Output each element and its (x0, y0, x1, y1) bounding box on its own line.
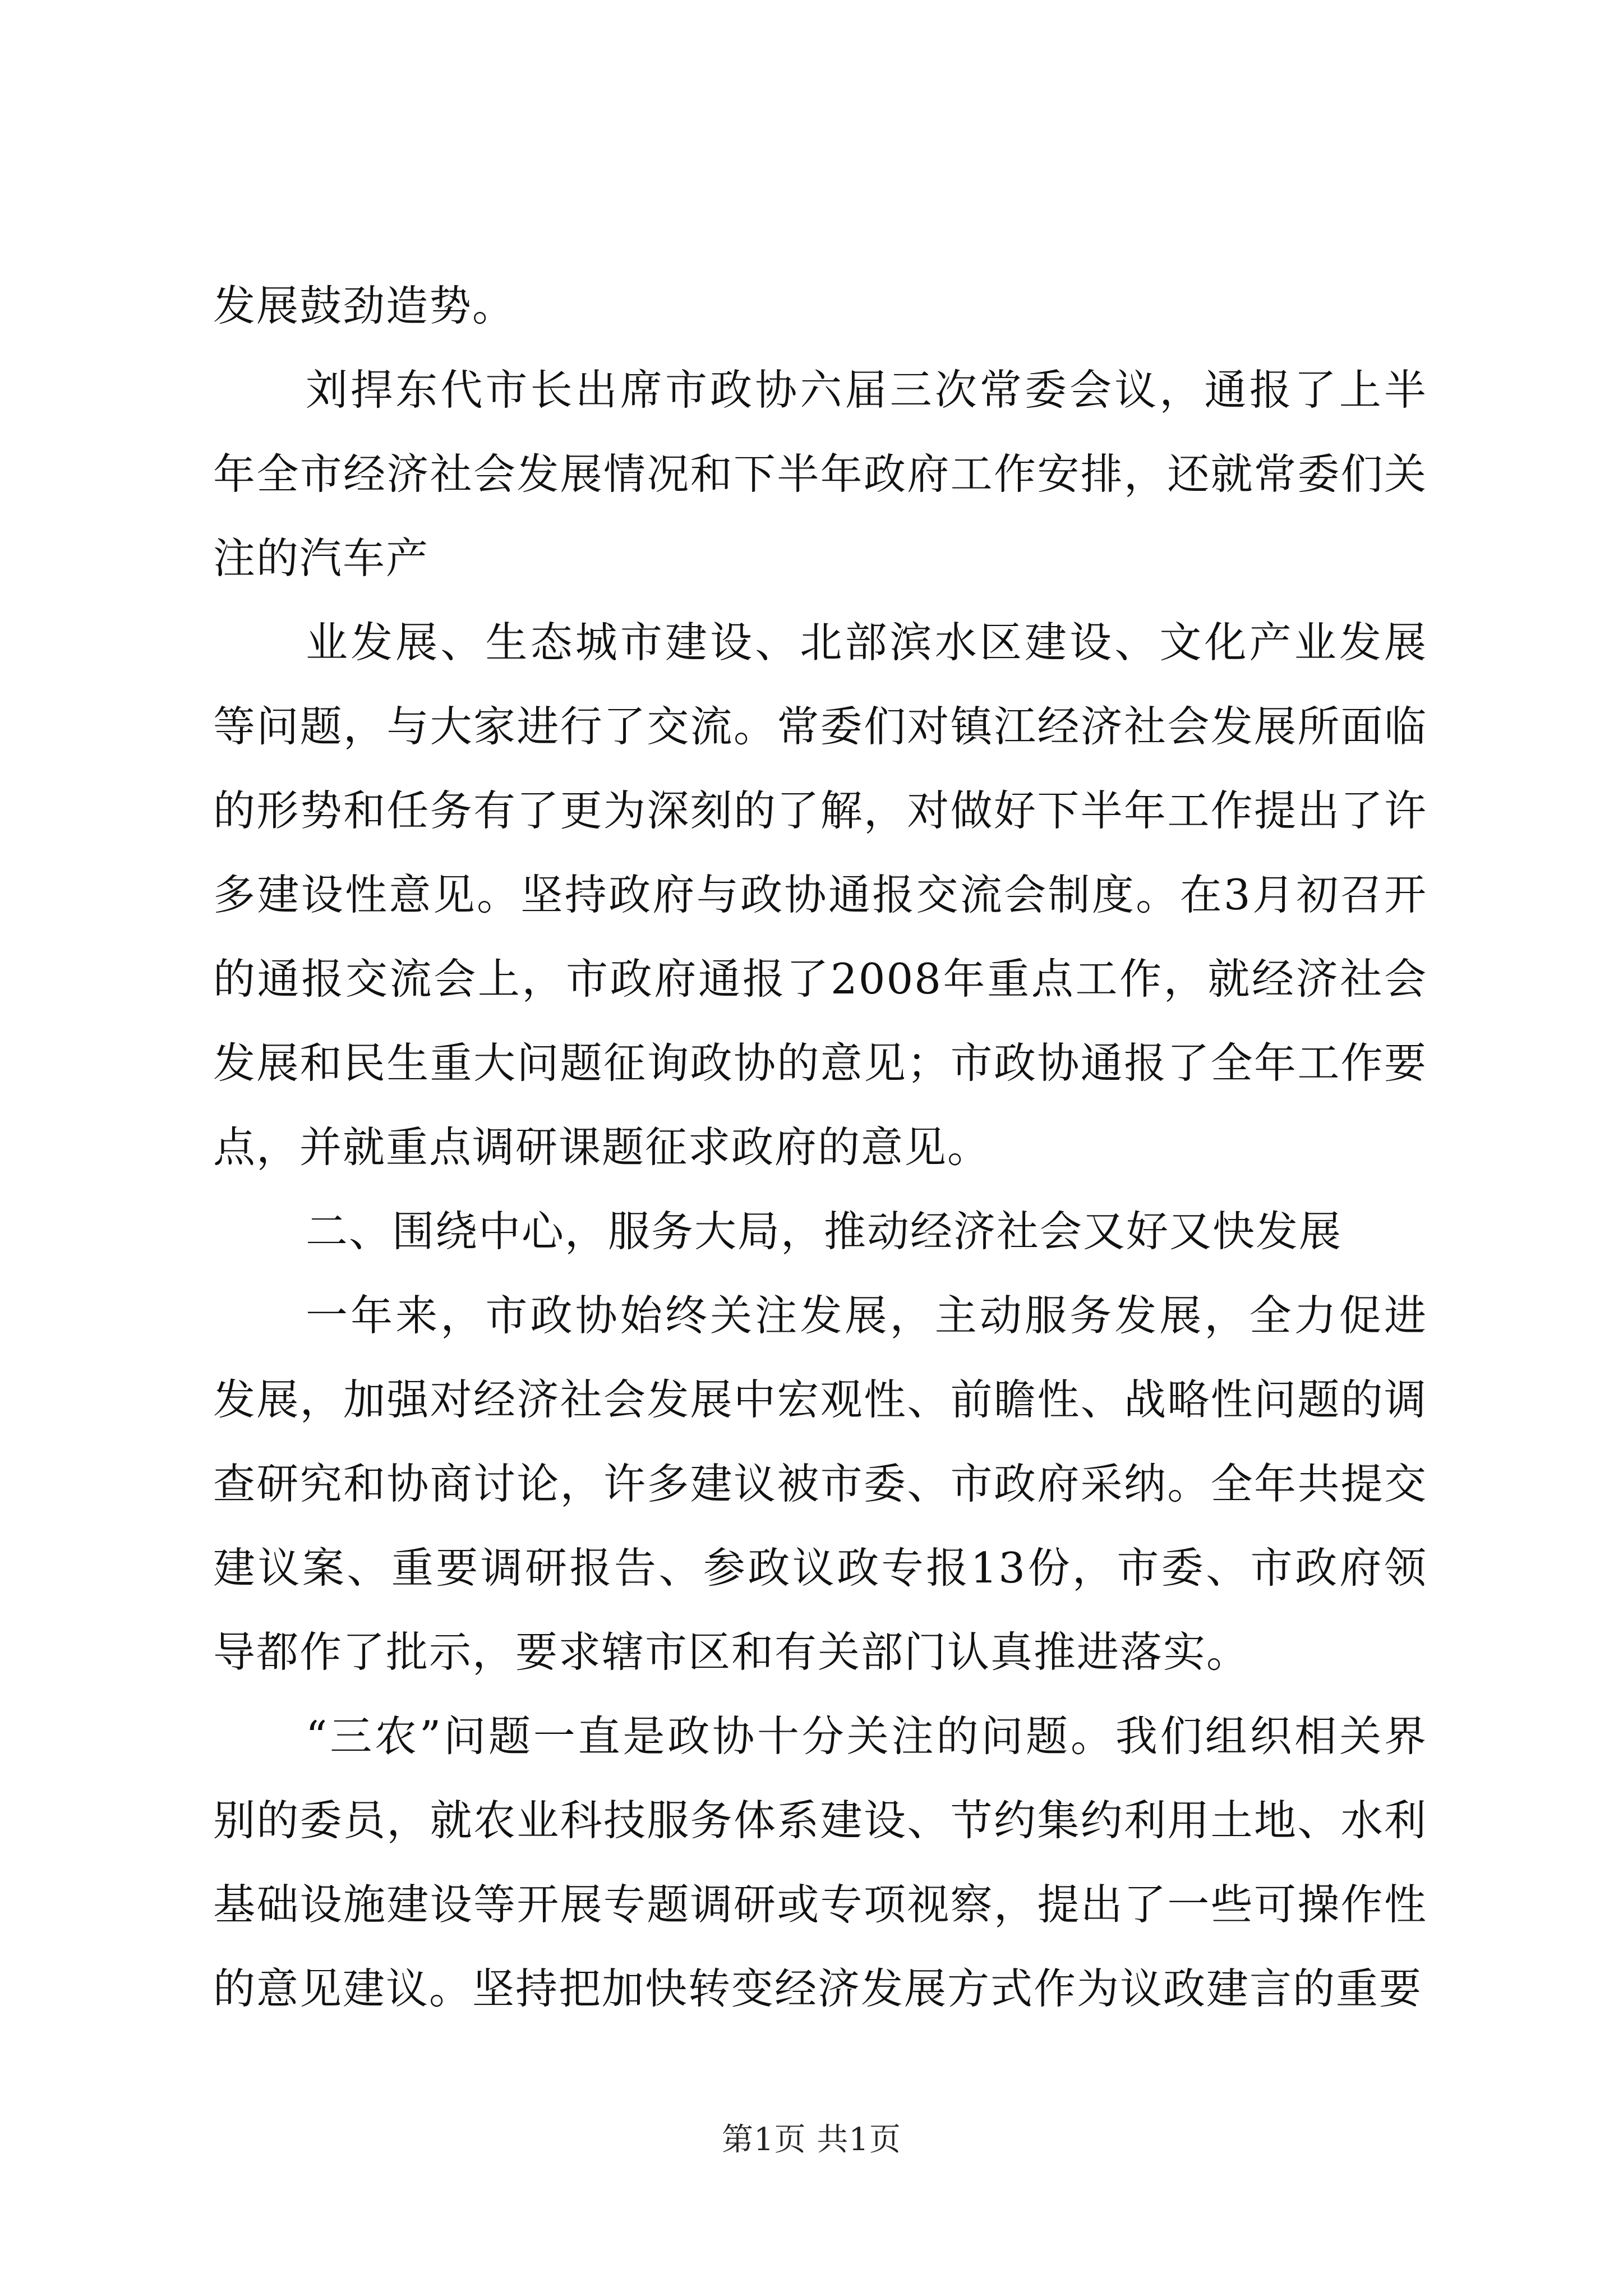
paragraph-5: 一年来，市政协始终关注发展，主动服务发展，全力促进发展，加强对经济社会发展中宏观性、前瞻性、战略性问题的调查研究和协商讨论，许多建议被市委、市政府采纳。全年共提交建议案、重要调研报告、参政议政专报13份，市委、市政府领导都作了批示，要求辖市区和有关部门认真推进落实。 (213, 1291, 1427, 1677)
document-body (213, 264, 1427, 2031)
paragraph-2: 刘捍东代市长出席市政协六届三次常委会议，通报了上半年全市经济社会发展情况和下半年政府工作安排，还就常委们关注的汽车产 (213, 365, 1427, 583)
page-number-footer: 第1页 共1页 (721, 2122, 902, 2158)
paragraph-1: 发展鼓劲造势。 (213, 281, 516, 330)
section-heading: 二、围绕中心，服务大局，推动经济社会又好又快发展 (306, 1207, 1343, 1256)
paragraph-3: 业发展、生态城市建设、北部滨水区建设、文化产业发展等问题，与大家进行了交流。常委们对镇江经济社会发展所面临的形势和任务有了更为深刻的了解，对做好下半年工作提出了许多建设性意见。坚持政府与政协通报交流会制度。在3月初召开的通报交流会上，市政府通报了2008年重点工作，就经济社会发展和民生重大问题征询政协的意见；市政协通报了全年工作要点，并就重点调研课题征求政府的意见。 (213, 618, 1427, 1172)
paragraph-6: “三农”问题一直是政协十分关注的问题。我们组织相关界别的委员，就农业科技服务体系建设、节约集约利用土地、水利基础设施建设等开展专题调研或专项视察，提出了一些可操作性的意见建议。坚持把加快转变经济发展方式作为议政建言的重要 (213, 1711, 1427, 2013)
